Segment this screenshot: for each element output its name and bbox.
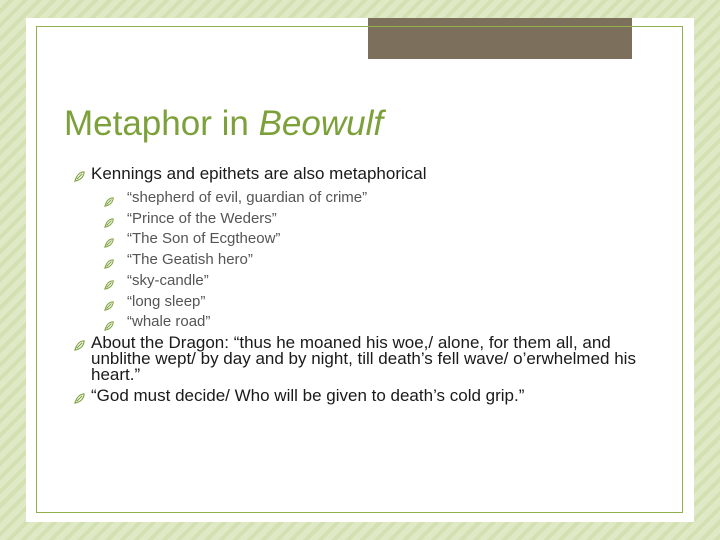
- sub-bullet-text: “long sleep”: [127, 292, 206, 310]
- sub-bullet-item: [104, 209, 654, 230]
- leaf-bullet-icon: [104, 317, 114, 327]
- bullet-item: [74, 385, 654, 405]
- leaf-bullet-icon: [104, 193, 114, 203]
- title-main: Metaphor in: [64, 104, 259, 143]
- sub-bullet-list: [104, 188, 654, 333]
- leaf-bullet-icon: [74, 338, 85, 349]
- sub-bullet-item: [104, 292, 654, 313]
- bullet-text: About the Dragon: “thus he moaned his woe,/ alone, for them all, and unblithe wept/ by day and by night, till death’s fell wave/ o’erwhelmed his heart.”: [91, 332, 636, 384]
- sub-bullet-item: [104, 250, 654, 271]
- sub-bullet-item: [104, 271, 654, 292]
- sub-bullet-item: [104, 312, 654, 333]
- bullet-list: [74, 166, 654, 404]
- sub-bullet-text: “sky-candle”: [127, 271, 209, 289]
- leaf-bullet-icon: [74, 391, 85, 402]
- sub-bullet-text: “The Geatish hero”: [127, 251, 253, 269]
- sub-bullet-item: [104, 229, 654, 250]
- title-italic: Beowulf: [258, 104, 384, 143]
- leaf-bullet-icon: [104, 234, 114, 244]
- bullet-item: [74, 332, 654, 384]
- sub-bullet-item: [104, 188, 654, 209]
- bullet-text: “God must decide/ Who will be given to death’s cold grip.”: [91, 385, 525, 405]
- leaf-bullet-icon: [104, 297, 114, 307]
- leaf-bullet-icon: [104, 214, 114, 224]
- leaf-bullet-icon: [104, 276, 114, 286]
- leaf-bullet-icon: [104, 255, 114, 265]
- slide-title: [64, 104, 383, 144]
- bullet-item: [74, 166, 654, 182]
- leaf-bullet-icon: [74, 169, 85, 180]
- sub-bullet-text: “The Son of Ecgtheow”: [127, 230, 281, 248]
- bullet-text: Kennings and epithets are also metaphorical: [91, 164, 427, 183]
- sub-bullet-text: “shepherd of evil, guardian of crime”: [127, 189, 368, 206]
- sub-bullet-text: “Prince of the Weders”: [127, 209, 277, 227]
- sub-bullet-text: “whale road”: [127, 313, 211, 331]
